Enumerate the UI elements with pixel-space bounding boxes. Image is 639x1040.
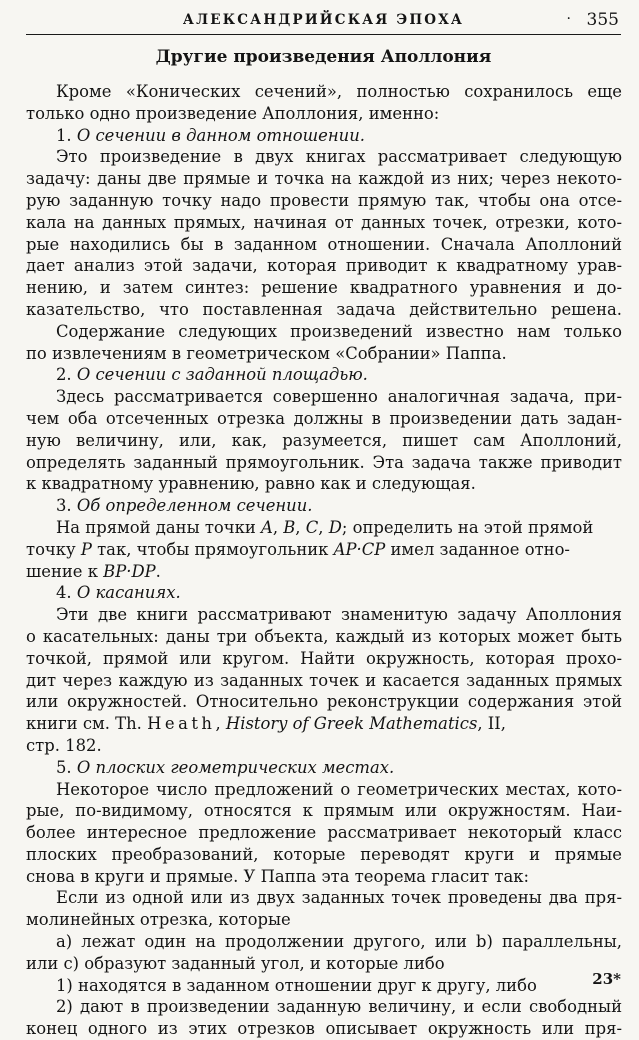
text-line-ratio: шение к BP·DP.	[26, 561, 161, 581]
section-title: Другие произведения Аполлония	[155, 47, 492, 67]
text-line: Здесь рассматривается совершенно аналогичная задача, при-	[56, 387, 622, 407]
text-line: дит через каждую из заданных точек и касается заданных прямых	[26, 670, 622, 690]
text-line: Кроме «Конических сечений», полностью сохранилось еще	[56, 82, 622, 101]
text-line: нению, и затем синтез: решение квадратного уравнения и до-	[26, 278, 622, 298]
text-line: ную величину, или, как, разумеется, пишет сам Аполлоний,	[26, 430, 622, 450]
text-line: дает анализ этой задачи, которая приводит к квадратному урав-	[26, 256, 622, 276]
text-line: более интересное предложение рассматривает некоторый класс	[26, 823, 622, 843]
text-line-reference: книги см. Th. Heath, History of Greek Mathematics, II,	[26, 714, 506, 734]
list-heading-5: 5. О плоских геометрических местах.	[56, 757, 395, 777]
text-line: Если из одной или из двух заданных точек проведены два пря-	[56, 888, 622, 908]
text-line: Некоторое число предложений о геометрических местах, кото-	[56, 779, 622, 799]
running-header	[26, 10, 621, 35]
text-line-point-p: точку P так, чтобы прямоугольник AP·CP имел заданное отно-	[26, 539, 570, 559]
text-line: определять заданный прямоугольник. Эта задача также приводит	[26, 452, 622, 472]
list-heading-3: 3. Об определенном сечении.	[56, 496, 313, 516]
text-line: 1) находятся в заданном отношении друг к другу, либо	[56, 975, 537, 995]
text-line: рую заданную точку надо провести прямую так, чтобы она отсе-	[26, 190, 622, 210]
text-line: по извлечениям в геометрическом «Собрании» Паппа.	[26, 343, 507, 363]
text-line: снова в круги и прямые. У Паппа эта теорема гласит так:	[26, 866, 530, 886]
text-line: стр. 182.	[26, 735, 102, 755]
running-title: АЛЕКСАНДРИЙСКАЯ ЭПОХА	[182, 12, 465, 28]
text-line: рые находились бы в заданном отношении. Сначала Аполлоний	[26, 234, 622, 254]
text-line: плоских преобразований, которые переводят круги и прямые	[26, 844, 622, 864]
header-dot: ·	[566, 11, 571, 27]
text-line: только одно произведение Аполлония, именно:	[26, 103, 440, 123]
text-line: к квадратному уравнению, равно как и следующая.	[26, 474, 476, 494]
page-number: 355	[586, 10, 619, 30]
text-line: задачу: даны две прямые и точка на каждой из них; через некото-	[26, 169, 622, 189]
list-heading-4: 4. О касаниях.	[56, 583, 181, 603]
text-line: казательство, что поставленная задача действительно решена.	[26, 299, 622, 319]
text-line: 2) дают в произведении заданную величину, и если свободный	[56, 997, 622, 1017]
body-text	[26, 81, 622, 1040]
text-line: Содержание следующих произведений известно нам только	[56, 321, 622, 341]
text-line-points: На прямой даны точки A, B, C, D; определить на этой прямой	[56, 517, 594, 537]
text-line: молинейных отрезка, которые	[26, 910, 291, 930]
text-line: точкой, прямой или кругом. Найти окружность, которая прохо-	[26, 648, 622, 668]
text-line: а) лежат один на продолжении другого, или b) параллельны,	[56, 932, 622, 952]
text-line: Эти две книги рассматривают знаменитую задачу Аполлония	[56, 605, 622, 625]
list-heading-2: 2. О сечении с заданной площадью.	[56, 365, 368, 385]
text-line: или с) образуют заданный угол, и которые либо	[26, 953, 445, 973]
text-line: рые, по-видимому, относятся к прямым или окружностям. Наи-	[26, 801, 622, 821]
signature-mark: 23*	[592, 970, 621, 988]
text-line: или окружностей. Относительно реконструкции содержания этой	[26, 692, 622, 712]
text-line: кала на данных прямых, начиная от данных точек, отрезки, кото-	[26, 212, 622, 232]
list-heading-1: 1. О сечении в данном отношении.	[56, 125, 365, 145]
text-line: чем оба отсеченных отрезка должны в произведении дать задан-	[26, 408, 622, 428]
text-line: конец одного из этих отрезков описывает окружность или пря-	[26, 1019, 622, 1039]
text-line: о касательных: даны три объекта, каждый из которых может быть	[26, 626, 622, 646]
text-line: Это произведение в двух книгах рассматривает следующую	[56, 147, 622, 167]
